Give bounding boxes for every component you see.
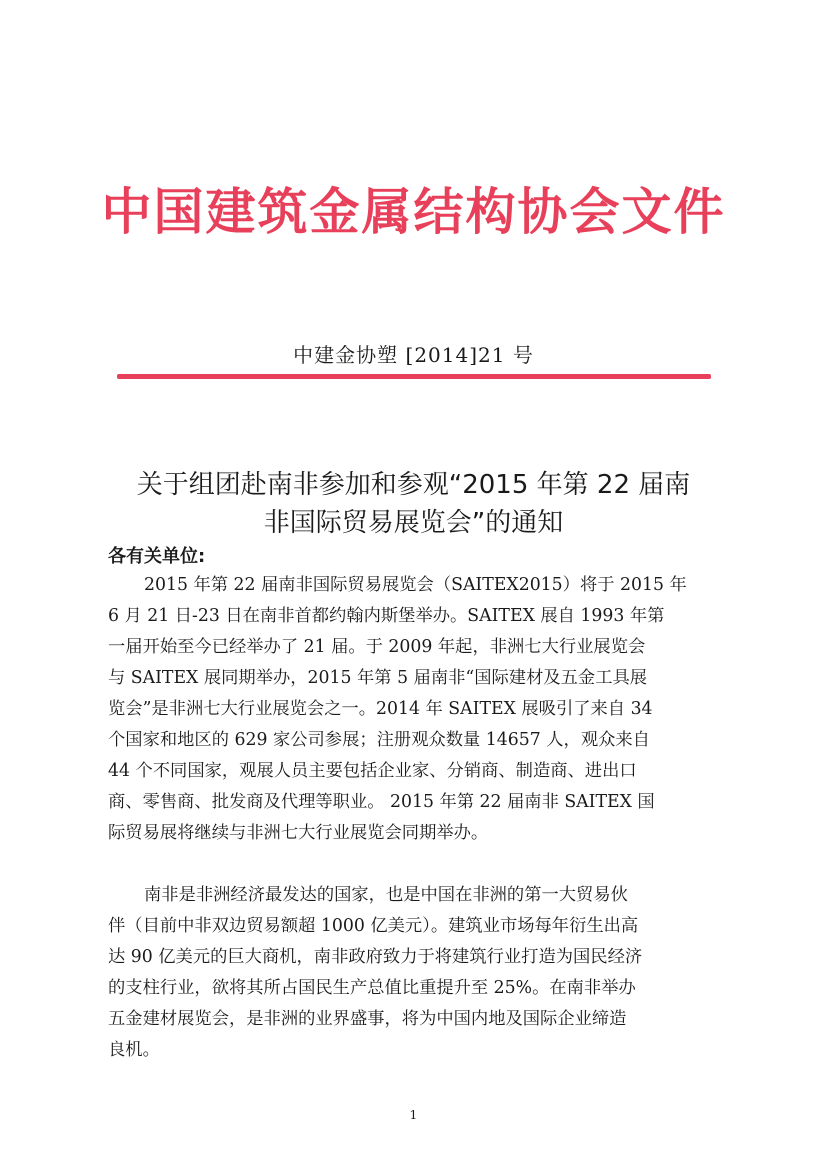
org-header-title: 中国建筑金属结构协会文件 [101,182,726,241]
paragraph-line: 达 90 亿美元的巨大商机，南非政府致力于将建筑行业打造为国民经济 [108,947,643,967]
notice-title-line-1: 关于组团赴南非参加和参观“2015 年第 22 届南 [136,470,691,500]
paragraph-line: 一届开始至今已经举办了 21 届。于 2009 年起，非洲七大行业展览会 [108,637,646,657]
paragraph-line: 览会”是非洲七大行业展览会之一。2014 年 SAITEX 展吸引了来自 34 [108,699,653,719]
paragraph-line: 与 SAITEX 展同期举办，2015 年第 5 届南非“国际建材及五金工具展 [108,668,648,688]
paragraph-line: 五金建材展览会，是非洲的业界盛事，将为中国内地及国际企业缔造 [108,1009,627,1029]
paragraph-line: 2015 年第 22 届南非国际贸易展览会（SAITEX2015）将于 2015 年 [144,575,687,595]
salutation: 各有关单位: [108,546,206,567]
document-number: 中建金协塑 [2014]21 号 [293,343,534,367]
paragraph-line: 个国家和地区的 629 家公司参展；注册观众数量 14657 人，观众来自 [108,730,650,750]
paragraph-1 [108,570,728,849]
paragraph-line: 6 月 21 日-23 日在南非首都约翰内斯堡举办。SAITEX 展自 1993 年第 [108,606,665,626]
paragraph-line: 的支柱行业，欲将其所占国民生产总值比重提升至 25%。在南非举办 [108,978,636,998]
notice-title-line-2: 非国际贸易展览会”的通知 [263,508,564,538]
paragraph-line: 际贸易展将继续与非洲七大行业展览会同期举办。 [108,823,489,843]
paragraph-line: 44 个不同国家，观展人员主要包括企业家、分销商、制造商、进出口 [108,761,637,781]
red-divider-rule [117,374,711,379]
notice-title [60,466,767,542]
paragraph-2 [108,880,728,1066]
paragraph-line: 商、零售商、批发商及代理等职业。 2015 年第 22 届南非 SAITEX 国 [108,792,655,812]
paragraph-line: 伴（目前中非双边贸易额超 1000 亿美元）。建筑业市场每年衍生出高 [108,916,639,936]
paragraph-line: 良机。 [108,1040,160,1060]
page-number: 1 [409,1108,418,1122]
paragraph-line: 南非是非洲经济最发达的国家，也是中国在非洲的第一大贸易伙 [144,885,628,905]
